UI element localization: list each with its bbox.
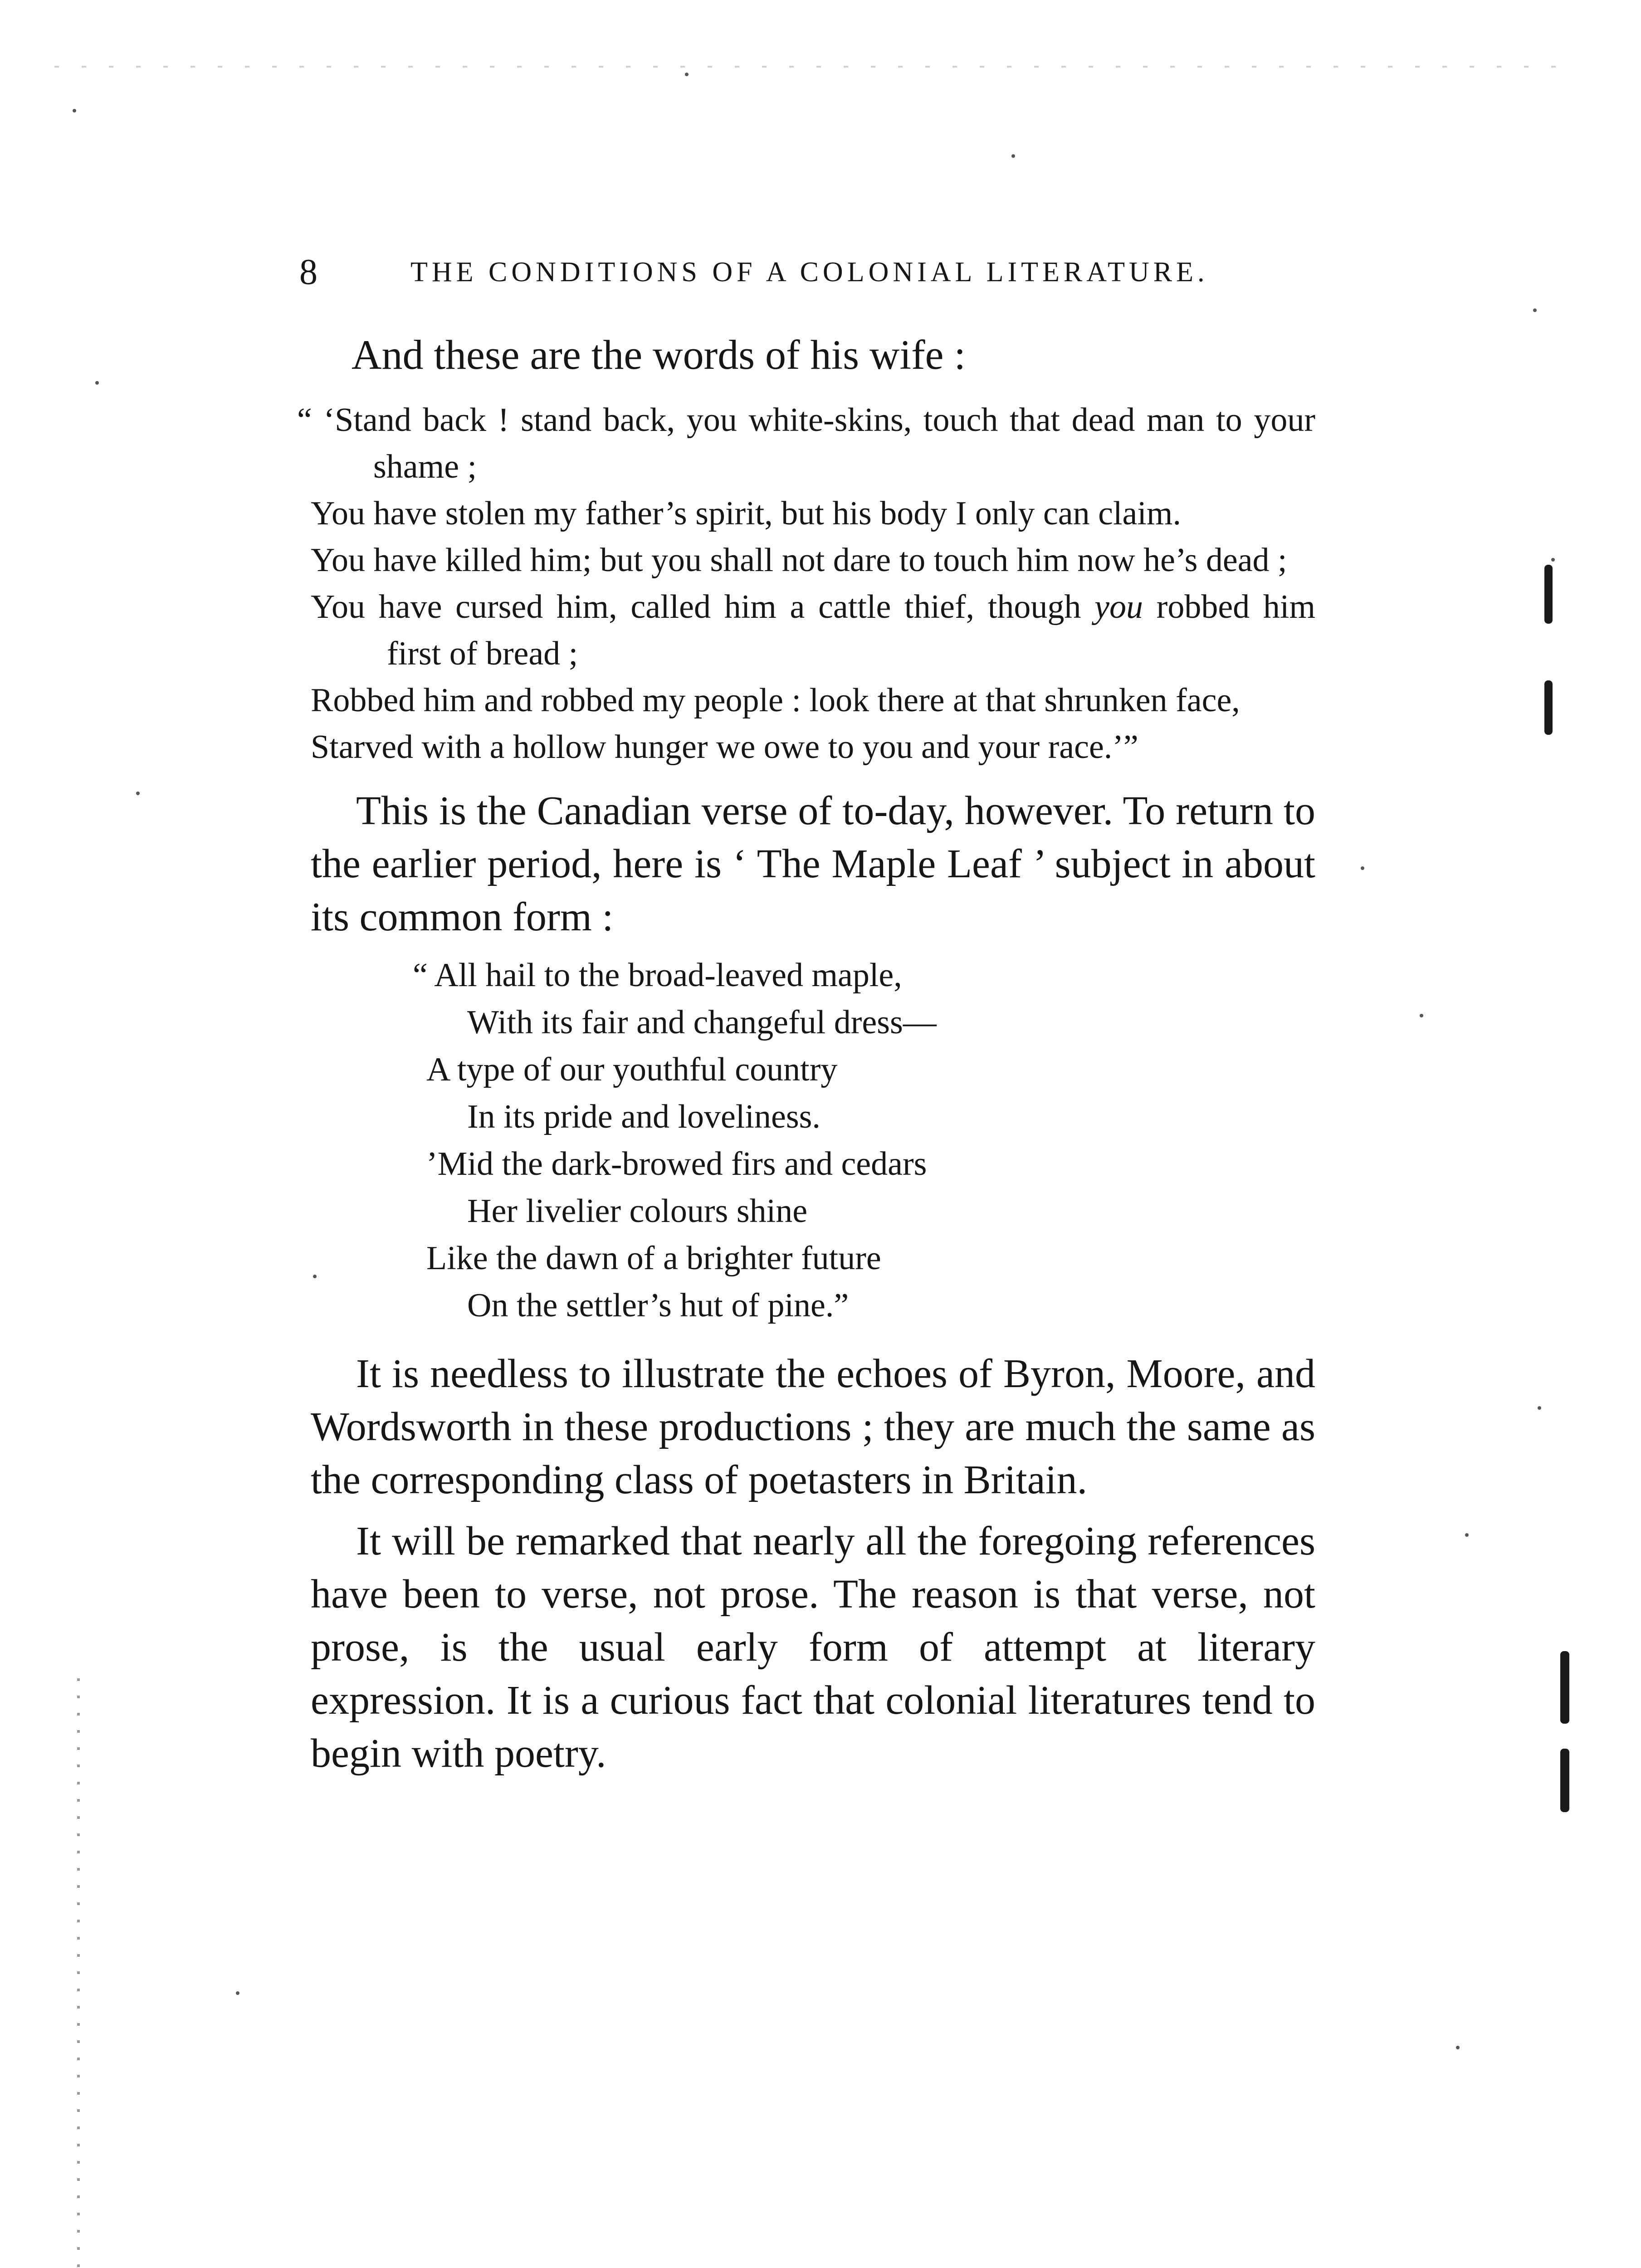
poem-line: “ All hail to the broad-leaved maple, — [413, 957, 902, 994]
speck — [1420, 1014, 1423, 1017]
poem-line: On the settler’s hut of pine.” — [467, 1287, 849, 1324]
speck — [1533, 308, 1537, 312]
body-text — [297, 327, 1316, 1788]
poem-line: ’Mid the dark-browed firs and cedars — [426, 1145, 927, 1183]
speck — [1551, 558, 1555, 562]
speck — [1456, 2046, 1460, 2049]
speck — [136, 792, 140, 795]
intro-line: And these are the words of his wife : — [352, 332, 966, 378]
speck — [236, 1991, 239, 1995]
ink-mark — [1544, 680, 1553, 735]
ink-mark — [1560, 1749, 1569, 1812]
ink-mark — [1544, 565, 1553, 624]
italic-emphasis: you — [1094, 588, 1143, 626]
speck — [1361, 866, 1364, 870]
paragraph: It will be remarked that nearly all the foregoing references have been to verse, not prose. The reason is that verse, not prose, is the usual early form of attempt at literary expression. It is a curious fact that colonial literatures tend to begin with poetry. — [311, 1519, 1315, 1776]
running-title: THE CONDITIONS OF A COLONIAL LITERATURE. — [410, 257, 1209, 288]
page-number: 8 — [299, 252, 317, 292]
speck — [685, 73, 689, 76]
maple-leaf-poem — [413, 952, 1315, 1329]
verse-line: “ ‘Stand back ! stand back, you white-skins, touch that dead man to your shame ; — [297, 401, 1315, 485]
poem-line: With its fair and changeful dress— — [467, 1004, 937, 1041]
ink-mark — [1560, 1651, 1569, 1724]
paragraph: This is the Canadian verse of to-day, however. To return to the earlier period, here is ‘ The Maple Leaf ’ subject in about its common form : — [311, 788, 1315, 939]
verse-line: You have killed him; but you shall not dare to touch him now he’s dead ; — [311, 542, 1287, 579]
verse-quotation — [297, 397, 1316, 771]
verse-line: Starved with a hollow hunger we owe to you and your race.’” — [311, 728, 1138, 766]
speck — [1011, 154, 1015, 158]
poem-line: Her livelier colours shine — [467, 1193, 808, 1230]
poem-line: In its pride and loveliness. — [467, 1098, 820, 1135]
verse-line: You have cursed him, called him a cattle thief, though you robbed him first of bread ; — [311, 588, 1316, 672]
speck — [1538, 1406, 1541, 1410]
poem-line: Like the dawn of a brighter future — [426, 1240, 881, 1277]
left-edge-speckle — [77, 1678, 80, 2268]
top-edge-speckle — [54, 66, 1574, 68]
speck — [1465, 1533, 1469, 1537]
running-header — [299, 247, 1324, 297]
paragraph: It is needless to illustrate the echoes of Byron, Moore, and Wordsworth in these productions ; they are much the same as the corresponding class of poetasters in Britain. — [311, 1351, 1315, 1502]
speck — [73, 109, 76, 112]
verse-line: You have stolen my father’s spirit, but his body I only can claim. — [311, 495, 1181, 532]
verse-line: Robbed him and robbed my people : look there at that shrunken face, — [311, 682, 1240, 719]
speck — [95, 381, 99, 385]
poem-line: A type of our youthful country — [426, 1051, 838, 1088]
